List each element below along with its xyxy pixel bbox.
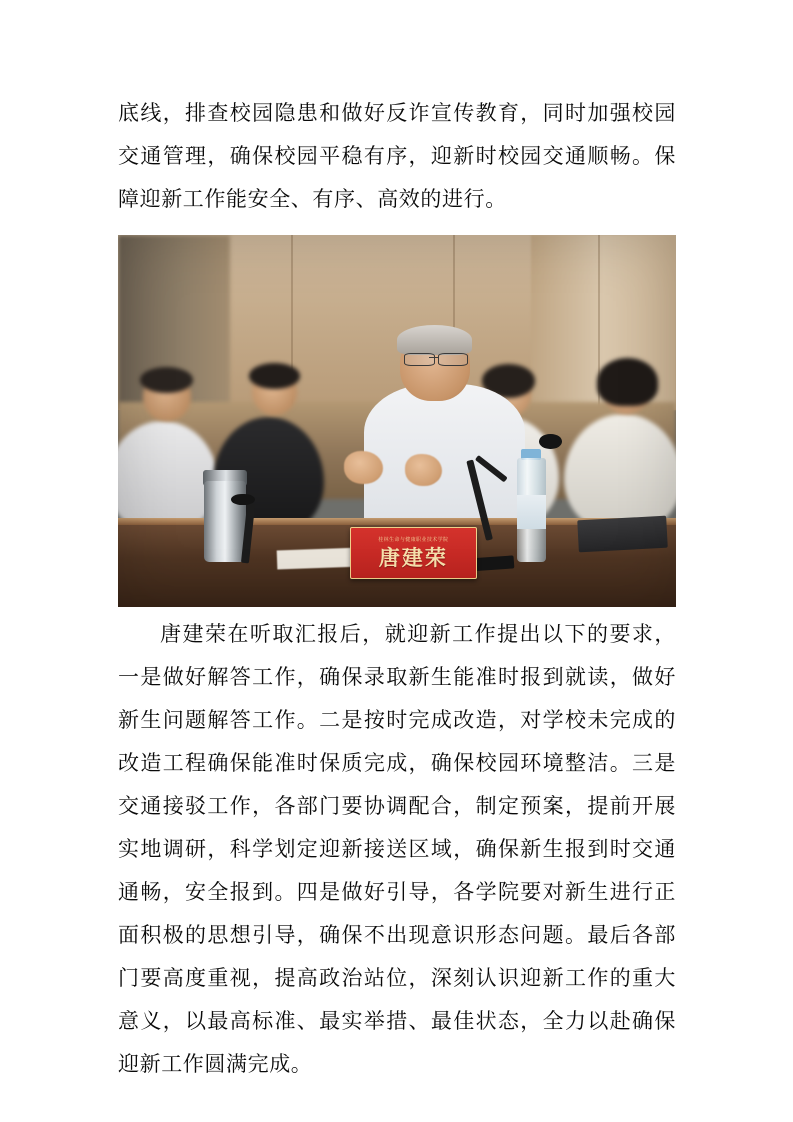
photo-speaker-right-hand bbox=[405, 454, 441, 486]
photo-microphone-head-right bbox=[539, 434, 561, 449]
photo-bottle-label bbox=[517, 495, 546, 528]
nameplate-name-text: 唐建荣 bbox=[378, 544, 448, 570]
photo-microphone-head-left bbox=[231, 494, 254, 506]
nameplate-org-text: 桂林生命与健康职业技术学院 bbox=[378, 536, 449, 543]
photo-thermos bbox=[204, 481, 245, 563]
photo-notebook bbox=[578, 515, 669, 551]
meeting-photo bbox=[118, 235, 676, 607]
photo-person-4-body bbox=[564, 414, 676, 533]
meeting-photo-figure bbox=[118, 235, 676, 607]
photo-nameplate bbox=[350, 527, 478, 579]
photo-speaker-glasses-left bbox=[404, 353, 434, 367]
photo-paper bbox=[277, 548, 361, 570]
paragraph-1: 底线，排查校园隐患和做好反诈宣传教育，同时加强校园交通管理，确保校园平稳有序，迎新时校园交通顺畅。保障迎新工作能安全、有序、高效的进行。 bbox=[118, 101, 676, 211]
photo-speaker-glasses-right bbox=[438, 353, 468, 367]
photo-speaker-glasses-bridge bbox=[429, 357, 438, 359]
photo-person-4-hair bbox=[597, 358, 658, 406]
paragraph-2: 唐建荣在听取汇报后，就迎新工作提出以下的要求，一是做好解答工作，确保录取新生能准时报到就读，做好新生问题解答工作。二是按时完成改造，对学校未完成的改造工程确保能准时保质完成，确保校园环境整洁。三是交通接驳工作，各部门要协调配合，制定预案，提前开展实地调研，科学划定迎新接送区域，确保新生报到时交通通畅，安全报到。四是做好引导，各学院要对新生进行正面积极的思想引导，确保不出现意识形态问题。最后各部门要高度重视，提高政治站位，深刻认识迎新工作的重大意义，以最高标准、最实举措、最佳状态，全力以赴确保迎新工作圆满完成。 bbox=[118, 622, 676, 1076]
photo-speaker-hair bbox=[397, 325, 472, 355]
document-content bbox=[118, 92, 676, 1086]
photo-speaker-left-hand bbox=[344, 451, 383, 484]
